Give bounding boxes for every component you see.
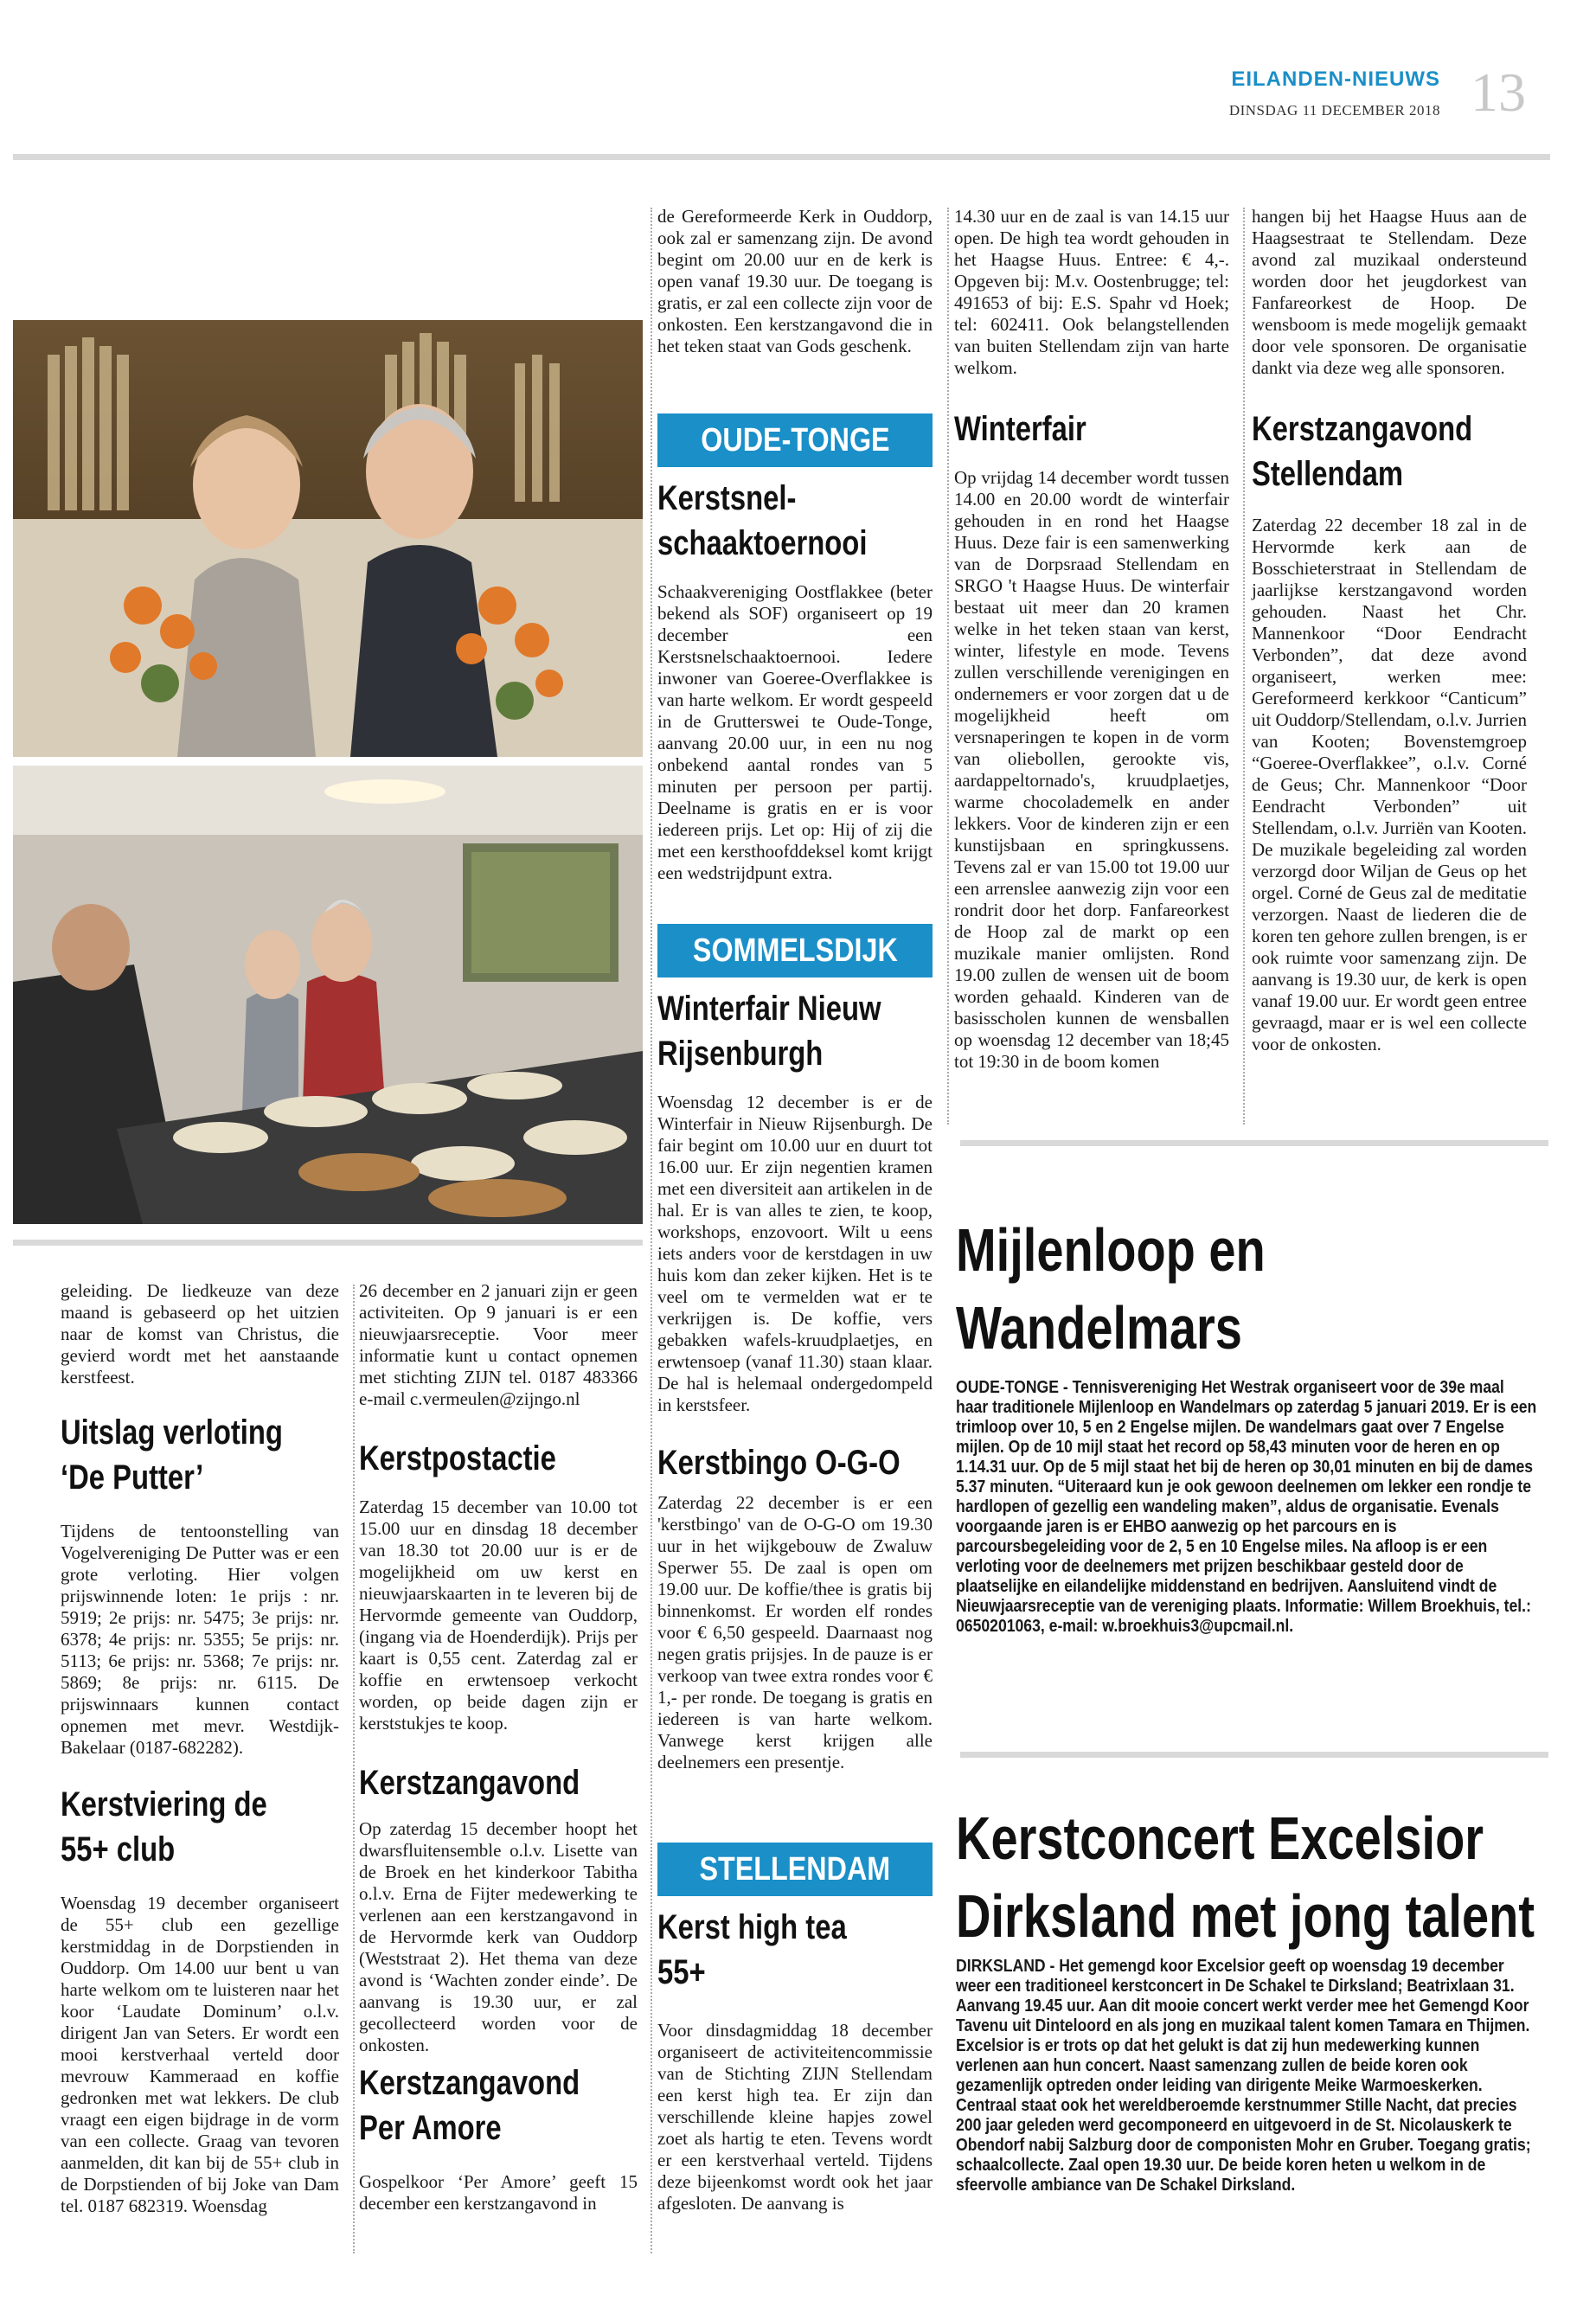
headline-mijlenloop: Mijlenloop en Wandelmars <box>956 1216 1266 1362</box>
article-text: Zaterdag 22 december 18 zal in de Hervormde kerk aan de Bosschieterstraat in Stellendam de jaarlijkse kerstzangavond worden gehouden. Naast het Chr. Mannenkoor “Door Eendracht Verbonden”, dat deze avond organiseert, werken mee: Gereformeerd kerkkoor “Canticum” uit Ouddorp/Stellendam, o.l.v. Jurrien van Kooten; Bovenstemgroep “Goeree-Overflakkee”, o.l.v. Corné de Geus; Chr. Mannenkoor “Door Eendracht Verbonden” uit Stellendam, o.l.v. Jurriën van Kooten. De muzikale begeleiding zal worden verzorgd door Wiljan de Geus op het orgel. Corné de Geus zal de meditatie verzorgen. Naast de liederen die de koren ten gehore zullen brengen, is er ook ruimte voor samenzang zijn. De aanvang is 19.30 uur, de kerk is open vanaf 19.00 uur. Er wordt geen entree gevraagd, maar er is wel een collecte voor de onkosten. <box>1252 515 1527 1054</box>
banner-label: STELLENDAM <box>699 1851 891 1888</box>
headline-kerstzangavond-stellendam: Kerstzangavond Stellendam <box>1252 410 1473 493</box>
article-text: Tijdens de tentoonstelling van Vogelvereniging De Putter was er een grote verloting. Hier volgen prijswinnende loten: 1e prijs : nr. 5919; 2e prijs: nr. 5475; 3e prijs: nr. 6378; 4e prijs: nr. 5355; 5e prijs: nr. 5113; 6e prijs: nr. 5368; 7e prijs: nr. 5869; 8e prijs: nr. 6115. De prijswinnaars kunnen contact opnemen met mevr. Westdijk-Bakelaar (0187-682282). <box>61 1521 339 1758</box>
headline-uitslag-verloting: Uitslag verloting ‘De Putter’ <box>61 1413 283 1497</box>
masthead-brand: EILANDEN-NIEUWS <box>1231 67 1440 91</box>
banner-label: SOMMELSDIJK <box>692 933 898 969</box>
article-text: Zaterdag 15 december van 10.00 tot 15.00 uur en dinsdag 18 december van 18.30 tot 20.00 uur is er de mogelijkheid om uw kerst en nieuwjaarskaarten in te leveren bij de Hervormde gemeente van Ouddorp, (ingang via de Hoenderdijk). Prijs per kaart is 0,55 cent. Zaterdag zal er koffie en erwtensoep verkocht worden, op beide dagen zijn er kerststukjes te koop. <box>359 1497 638 1734</box>
column-divider <box>651 208 652 2253</box>
photo-buffet <box>13 766 643 1224</box>
headline-kerstzangavond: Kerstzangavond <box>359 1764 580 1802</box>
top-rule <box>13 154 1550 160</box>
section-rule <box>960 1140 1548 1146</box>
article-lead: OUDE-TONGE - Tennisvereniging Het Westrak organiseert voor de 39e maal haar traditionele Mijlenloop en Wandelmars op zaterdag 5 januari 2019. Er is een trimloop over 10, 5 en 2 Engelse mijlen. De wandelmars gaat over 7 Engelse mijlen. Op de 10 mijl staat het record op 58,43 minuten voor de heren en op 1.14.31 uur. Op de 5 mijl staat het bij de heren op 30,01 minuten en bij de dames 5.37 minuten. “Uiteraard kun je ook gewoon deelnemen om lekker een rondje te hardlopen of gezellig een wandeling maken”, aldus de organisatie. Evenals voorgaande jaren is er EHBO aanwezig op het parcours en is parcoursbegeleiding voor de 2, 5 en 10 Engelse miles. Na afloop is er een verloting voor de deelnemers met prijzen beschikbaar gesteld door de plaatselijke en eilandelijke middenstand en bedrijven. Aansluitend vindt de Nieuwjaarsreceptie van de vereniging plaats. Informatie: Willem Broekhuis, tel.: 0650201063, e-mail: w.broekhuis3@upcmail.nl. <box>956 1378 1537 1636</box>
article-text: Gospelkoor ‘Per Amore’ geeft 15 december een kerstzangavond in <box>359 2171 638 2214</box>
article-text: Woensdag 19 december organiseert de 55+ club een gezellige kerstmiddag in de Dorpstienden in Ouddorp. Om 14.00 uur bent u van harte welkom om te luisteren naar het koor ‘Laudate Dominum’ o.l.v. dirigent Jan van Seters. Er wordt een mooi kerstverhaal verteld door mevrouw Kammeraad en koffie gedronken met wat lekkers. De club vraagt een eigen bijdrage in de vorm van een collecte. Graag van tevoren aanmelden, dit kan bij de 55+ club in de Dorpstienden of bij Joke van Dam tel. 0187 682319. Woensdag <box>61 1893 339 2216</box>
article-lead: DIRKSLAND - Het gemengd koor Excelsior geeft op woensdag 19 december weer een traditioneel kerstconcert in De Schakel te Dirksland; Beatrixlaan 31. Aanvang 19.45 uur. Aan dit mooie concert werkt verder mee het Gemengd Koor Tavenu uit Dinteloord en als jong en muzikaal talent komen Tamara en Thijmen. Excelsior is er trots op dat het gelukt is dat zij hun medewerking kunnen verlenen aan hun concert. Naast samenzang zullen de beide koren ook gezamenlijk optreden onder leiding van dirigente Meike Warmoeskerken. Centraal staat ook het wereldberoemde kerstnummer Stille Nacht, dat precies 200 jaar geleden werd gecomponeerd en uitgevoerd in de St. Nicolauskerk te Obendorf nabij Salzburg door de componisten Mohr en Gruber. Toegang gratis; schaalcollecte. Zaal open 19.30 uur. De beide koren heten u welkom in de sfeervolle ambiance van De Schakel Dirksland. <box>956 1957 1531 2195</box>
article-text: 14.30 uur en de zaal is van 14.15 uur open. De high tea wordt gehouden in het Haagse Huus. Entree: € 4,-. Opgeven bij: M.v. Oostenbrugge; tel: 491653 of bij: E.S. Spahr vd Hoek; tel: 602411. Ook belangstellenden van buiten Stellendam zijn van harte welkom. <box>954 206 1229 378</box>
article-text: Schaakvereniging Oostflakkee (beter bekend als SOF) organiseert op 19 december een Kerstsnelschaaktoernooi. Iedere inwoner van Goeree-Overflakkee is van harte welkom. Er wordt gespeeld in de Grutterswei te Oude-Tonge, aanvang 20.00 uur, in een nu nog onbekend aantal rondes van 5 minuten per persoon per partij. Deelname is gratis en er is voor iedereen prijs. Let op: Hij of zij die met een kersthoofddeksel komt krijgt een wedstrijdpunt extra. <box>657 581 933 883</box>
headline-kerst-high-tea: Kerst high tea 55+ <box>657 1908 847 1991</box>
article-text: hangen bij het Haagse Huus aan de Haagsestraat te Stellendam. Deze avond zal muzikaal ondersteund worden door het jeugdorkest van Fanfareorkest de Hoop. De wensboom is mede mogelijk gemaakt door vele sponsoren. De organisatie dankt via deze weg alle sponsoren. <box>1252 206 1527 378</box>
section-rule <box>960 1752 1548 1758</box>
masthead-date: DINSDAG 11 DECEMBER 2018 <box>1228 102 1440 119</box>
section-rule <box>13 1240 643 1246</box>
section-banner-stellendam <box>657 1843 933 1896</box>
headline-per-amore: Kerstzangavond Per Amore <box>359 2064 580 2147</box>
article-text: de Gereformeerde Kerk in Ouddorp, ook zal er samenzang zijn. De avond begint om 20.00 uur en de kerk is open vanaf 19.30 uur. De toegang is gratis, er zal een collecte zijn voor de onkosten. Een kerstzangavond die in het teken staat van Gods geschenk. <box>657 206 933 356</box>
column-divider <box>947 208 949 1125</box>
column-divider <box>353 1285 355 2253</box>
article-text: Woensdag 12 december is er de Winterfair in Nieuw Rijsenburgh. De fair begint om 10.00 uur en duurt tot 16.00 uur. Er zijn negentien kramen met een diversiteit aan artikelen in de hal. Er is van alles te zien, te koop, workshops, enzovoort. Wilt u eens iets anders voor de kerstdagen in uw huis kom dan zeker kijken. Het is te veel om te vermelden wat er te verkrijgen is. De koffie, vers gebakken wafels-kruudplaetjes, en erwtensoep (vanaf 11.30) staan klaar. De hal is helemaal ondergedompeld in kerstsfeer. <box>657 1092 933 1415</box>
photo-women-flowers <box>13 320 643 757</box>
article-text: Op vrijdag 14 december wordt tussen 14.00 en 20.00 wordt de winterfair gehouden in en rond het Haagse Huus. Deze fair is een samenwerking van de Dorpsraad Stellendam en SRGO 't Haagse Huus. De winterfair bestaat uit meer dan 20 kramen welke in het teken staan van kerst, winter, lifestyle en mode. Tevens zullen verschillende verenigingen en ondernemers er voor zorgen dat u de mogelijkheid heeft om versnaperingen te kopen in de vorm van oliebollen, gerookte vis, aardappeltornado's, kruudplaetjes, warme chocolademelk en ander lekkers. Voor de kinderen zijn er een kunstijsbaan en springkussens. Tevens zal er van 15.00 tot 19.00 uur een arrenslee aanwezig zijn voor een rondrit door het dorp. Fanfareorkest de Hoop zal de markt op een muzikale manier omlijsten. Rond 19.00 zullen de wensen uit de boom worden gehaald. Kinderen van de basisscholen kunnen de wensballen op woensdag 12 december van 18;45 tot 19:30 in de boom komen <box>954 467 1229 1072</box>
headline-winterfair-nieuw-rijsenburgh: Winterfair Nieuw Rijsenburgh <box>657 990 881 1073</box>
headline-kerstbingo: Kerstbingo O-G-O <box>657 1444 901 1482</box>
article-text: Voor dinsdagmiddag 18 december organiseert de activiteitencommissie van de Stichting ZIJN Stellendam een kerst high tea. Er zijn dan verschillende kleine hapjes zowel zoet als hartig te eten. Tevens wordt er een kerstverhaal verteld. Tijdens deze bijeenkomst wordt ook het jaar afgesloten. De aanvang is <box>657 2020 933 2214</box>
headline-winterfair: Winterfair <box>954 410 1086 448</box>
headline-kerstviering: Kerstviering de 55+ club <box>61 1785 267 1868</box>
banner-label: OUDE-TONGE <box>700 422 890 458</box>
article-text: geleiding. De liedkeuze van deze maand is gebaseerd op het uitzien naar de komst van Christus, die gevierd wordt met het aanstaande kerstfeest. <box>61 1280 339 1388</box>
headline-kerstpostactie: Kerstpostactie <box>359 1439 556 1477</box>
article-text: Zaterdag 22 december is er een 'kerstbingo' van de O-G-O om 19.30 uur in het wijkgebouw de Zwaluw Sperwer 55. De zaal is open om 19.00 uur. De koffie/thee is gratis bij binnenkomst. Er worden elf rondes voor € 6,50 gespeeld. Daarnaast nog negen gratis prijsjes. In de pauze is er verkoop van twee extra rondes voor € 1,- per ronde. De toegang is gratis en iedereen is van harte welkom. Vanwege kerst krijgen alle deelnemers een presentje. <box>657 1492 933 1772</box>
article-text: 26 december en 2 januari zijn er geen activiteiten. Op 9 januari is er een nieuwjaarsreceptie. Voor meer informatie kunt u contact opnemen met stichting ZIJN tel. 0187 483366 e-mail c.vermeulen@zijngo.nl <box>359 1280 638 1409</box>
headline-schaaktoernooi: Kerstsnel-schaaktoernooi <box>657 479 868 562</box>
page-number: 13 <box>1471 61 1526 123</box>
article-text: Op zaterdag 15 december hoopt het dwarsfluitensemble o.l.v. Lisette van de Broek en het kinderkoor Tabitha o.l.v. Erna de Fijter medewerking te verlenen aan een kerstzangavond in de Hervormde kerk van Ouddorp (Weststraat 2). Het thema van deze avond is ‘Wachten zonder einde’. De aanvang is 19.30 uur, er zal gecollecteerd worden voor de onkosten. <box>359 1818 638 2055</box>
section-banner-oude-tonge <box>657 413 933 467</box>
section-banner-sommelsdijk <box>657 924 933 977</box>
headline-kerstconcert: Kerstconcert Excelsior Dirksland met jong talent <box>956 1804 1535 1950</box>
column-divider <box>1243 208 1245 1125</box>
